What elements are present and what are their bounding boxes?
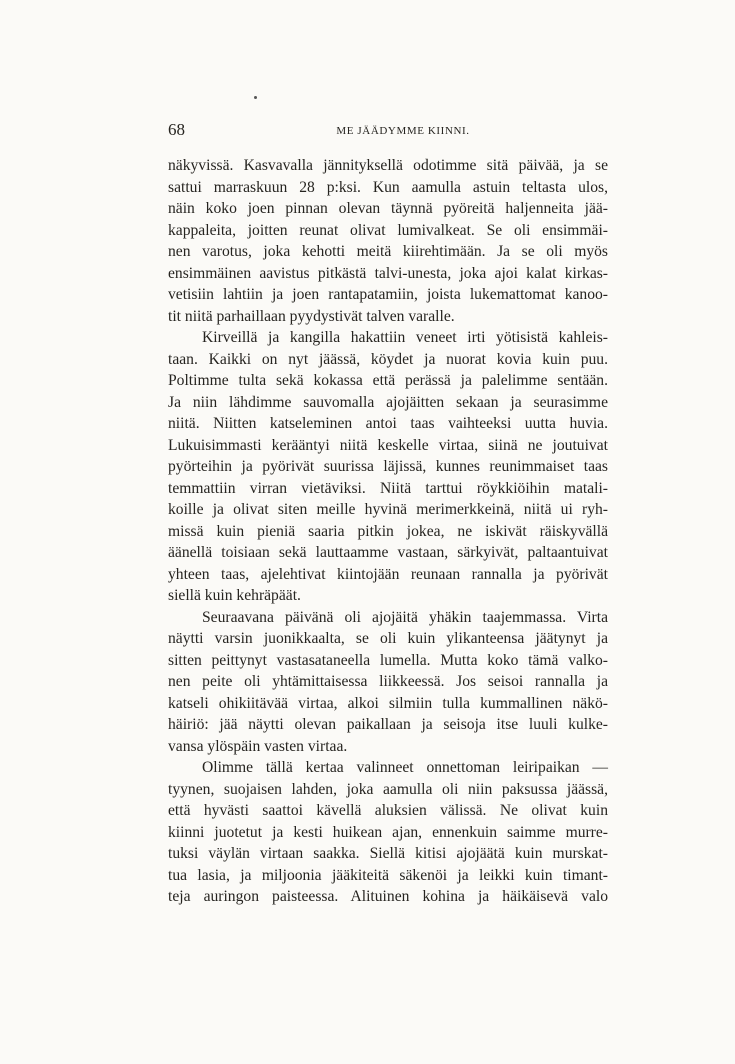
text-line: tyynen, suojaisen lahden, joka aamulla oli niin paksussa jäässä, — [168, 780, 608, 798]
text-line: taan. Kaikki on nyt jäässä, köydet ja nuorat kovia kuin puu. — [168, 350, 608, 368]
text-line: temmattiin virran vietäviksi. Niitä tarttui röykkiöihin matali- — [168, 479, 608, 497]
text-line: näytti varsin juonikkaalta, se oli kuin ylikanteensa jäätynyt ja — [168, 630, 608, 647]
text-line: kiinni juotetut ja kesti huikean ajan, ennenkuin saimme murre- — [168, 823, 608, 841]
text-line: tit niitä parhaillaan pyydystivät talven varalle. — [168, 307, 455, 325]
text-line: ensimmäinen aavistus pitkästä talvi-unesta, joka ajoi kalat kirkas- — [168, 264, 608, 282]
text-line: Olimme tällä kertaa valinneet onnettoman leiripaikan — — [202, 759, 608, 776]
text-line: vetisiin lahtiin ja joen rantapatamiin, joista lukemattomat kanoo- — [168, 286, 608, 303]
running-title: ME JÄÄDYMME KIINNI. — [336, 125, 470, 137]
text-line: tuksi väylän virtaan saakka. Siellä kitisi ajojäätä kuin murskat- — [168, 845, 608, 862]
page-header — [168, 120, 608, 144]
text-line: häiriö: jää näytti olevan paikallaan ja seisoja itse luuli kulke- — [168, 716, 608, 733]
text-line: niitä. Niitten katseleminen antoi taas vaihteeksi uutta huvia. — [168, 415, 608, 432]
text-line: sitten peittynyt vastasataneella lumella. Mutta koko tämä valko- — [168, 651, 608, 669]
text-line: Lukuisimmasti kerääntyi niitä keskelle virtaa, siinä ne joutuivat — [168, 436, 608, 454]
text-line: missä kuin pieniä saaria pitkin jokea, ne iskivät räiskyvällä — [168, 522, 608, 540]
ink-dot — [254, 96, 257, 99]
text-line: vansa ylöspäin vasten virtaa. — [168, 737, 348, 755]
text-line: pyörteihin ja pyörivät suurissa läjissä, kunnes reunimmaiset taas — [168, 458, 608, 475]
paragraph — [168, 155, 608, 327]
text-line: koille ja olivat siten meille hyvinä merimerkkeinä, niitä ui ryh- — [168, 501, 608, 518]
text-line: siellä kuin kehräpäät. — [168, 587, 301, 604]
text-line: Poltimme tulta sekä kokassa että perässä ja palelimme sentään. — [168, 372, 608, 389]
body-text — [168, 155, 608, 908]
text-line: tua lasia, ja miljoonia jääkiteitä säkenöi ja leikki kuin timant- — [168, 866, 608, 884]
text-line: katseli ohikiitävää virtaa, alkoi silmiin tulla kummallinen näkö- — [168, 694, 608, 712]
text-line: yhteen taas, ajelehtivat kiintojään reunaan rannalla ja pyörivät — [168, 565, 608, 583]
text-line: nen varotus, joka kehotti meitä kiirehtimään. Ja se oli myös — [168, 243, 608, 260]
text-line: Kirveillä ja kangilla hakattiin veneet irti yötisistä kahleis- — [202, 329, 608, 346]
text-line: näin koko joen pinnan olevan täynnä pyöreitä haljenneita jää- — [168, 200, 608, 217]
text-line: että hyvästi saattoi kävellä aluksien välissä. Ne olivat kuin — [168, 802, 608, 819]
paragraph — [168, 757, 608, 908]
page-number: 68 — [168, 120, 185, 139]
text-line: äänellä toisiaan sekä lauttaamme vastaan, särkyivät, paltaantuivat — [168, 544, 608, 561]
text-line: teja auringon paisteessa. Alituinen kohina ja häikäisevä valo — [168, 888, 608, 905]
text-line: näkyvissä. Kasvavalla jännityksellä odotimme sitä päivää, ja se — [168, 157, 608, 174]
text-line: nen peite oli yhtämittaisessa liikkeessä. Jos seisoi rannalla ja — [168, 673, 608, 690]
paragraph — [168, 607, 608, 758]
text-line: sattui marraskuun 28 p:ksi. Kun aamulla astuin teltasta ulos, — [168, 178, 608, 196]
text-line: Ja niin lähdimme sauvomalla ajojäitten sekaan ja seurasimme — [168, 393, 608, 411]
text-line: kappaleita, joitten reunat olivat lumivalkeat. Se oli ensimmäi- — [168, 221, 608, 239]
text-line: Seuraavana päivänä oli ajojäitä yhäkin taajemmassa. Virta — [202, 608, 608, 626]
paragraph — [168, 327, 608, 607]
